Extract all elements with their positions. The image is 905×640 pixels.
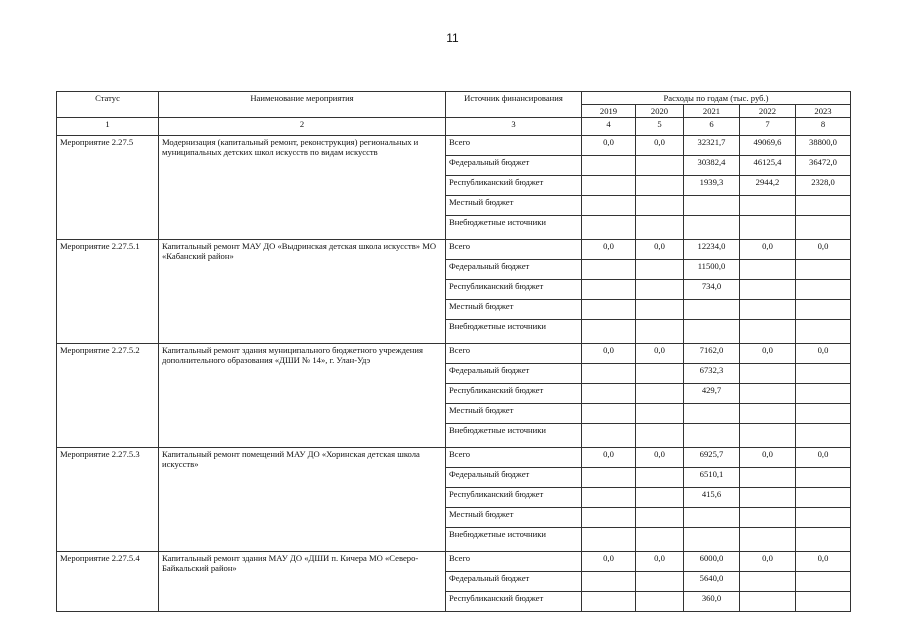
expense-value: 2944,2 xyxy=(740,176,796,196)
funding-source: Внебюджетные источники xyxy=(446,528,582,552)
expense-value xyxy=(740,280,796,300)
expense-value xyxy=(636,364,684,384)
expense-value xyxy=(636,300,684,320)
measure-status: Мероприятие 2.27.5.3 xyxy=(57,448,159,552)
expense-value xyxy=(636,280,684,300)
page-number: 11 xyxy=(446,31,459,45)
expense-value: 46125,4 xyxy=(740,156,796,176)
funding-source: Федеральный бюджет xyxy=(446,468,582,488)
year-header: 2019 xyxy=(582,105,636,118)
expense-value xyxy=(636,592,684,612)
expense-value xyxy=(636,468,684,488)
expense-value xyxy=(636,176,684,196)
expense-value xyxy=(796,508,851,528)
expense-value xyxy=(582,300,636,320)
expense-value xyxy=(684,300,740,320)
expense-value: 429,7 xyxy=(684,384,740,404)
funding-source: Местный бюджет xyxy=(446,300,582,320)
table-row xyxy=(57,136,851,156)
expense-value: 0,0 xyxy=(582,344,636,364)
expense-value xyxy=(582,156,636,176)
expense-value xyxy=(684,196,740,216)
funding-source: Всего xyxy=(446,552,582,572)
expense-value xyxy=(636,320,684,344)
expense-value xyxy=(684,320,740,344)
expense-value xyxy=(796,404,851,424)
expense-value xyxy=(740,468,796,488)
expense-value xyxy=(740,300,796,320)
measure-name: Капитальный ремонт здания муниципального бюджетного учреждения дополнительного образования «ДШИ № 14», г. Улан-Удэ xyxy=(159,344,446,448)
funding-source: Республиканский бюджет xyxy=(446,488,582,508)
expense-value: 0,0 xyxy=(740,344,796,364)
table-row xyxy=(57,344,851,364)
column-number: 2 xyxy=(159,118,446,136)
expense-value xyxy=(636,528,684,552)
expense-value: 0,0 xyxy=(740,240,796,260)
expenses-header: Расходы по годам (тыс. руб.) xyxy=(582,92,851,105)
column-number: 8 xyxy=(796,118,851,136)
expense-value xyxy=(740,592,796,612)
expense-value xyxy=(684,404,740,424)
expense-value xyxy=(740,216,796,240)
expense-value: 0,0 xyxy=(796,240,851,260)
expense-value xyxy=(582,320,636,344)
column-number: 3 xyxy=(446,118,582,136)
expense-value xyxy=(636,216,684,240)
expense-value xyxy=(582,572,636,592)
expense-value xyxy=(684,528,740,552)
expense-value xyxy=(582,424,636,448)
expense-value: 0,0 xyxy=(796,448,851,468)
funding-source: Внебюджетные источники xyxy=(446,216,582,240)
expense-value xyxy=(582,216,636,240)
expense-value: 11500,0 xyxy=(684,260,740,280)
expense-value: 0,0 xyxy=(636,136,684,156)
expense-value: 30382,4 xyxy=(684,156,740,176)
expense-value xyxy=(582,176,636,196)
expense-value xyxy=(636,384,684,404)
expense-value: 12234,0 xyxy=(684,240,740,260)
funding-source: Местный бюджет xyxy=(446,196,582,216)
year-header: 2022 xyxy=(740,105,796,118)
measure-name: Капитальный ремонт МАУ ДО «Выдринская детская школа искусств» МО «Кабанский район» xyxy=(159,240,446,344)
expense-value xyxy=(796,572,851,592)
expense-value xyxy=(684,508,740,528)
expense-value xyxy=(740,488,796,508)
measure-name: Модернизация (капитальный ремонт, реконструкция) региональных и муниципальных детских школ искусств по видам искусств xyxy=(159,136,446,240)
funding-source: Внебюджетные источники xyxy=(446,424,582,448)
expense-value: 38800,0 xyxy=(796,136,851,156)
expense-value: 0,0 xyxy=(796,344,851,364)
funding-source: Всего xyxy=(446,448,582,468)
funding-source: Федеральный бюджет xyxy=(446,260,582,280)
expense-value xyxy=(582,488,636,508)
expense-value xyxy=(796,424,851,448)
funding-source: Республиканский бюджет xyxy=(446,384,582,404)
expense-value xyxy=(796,320,851,344)
expense-value xyxy=(740,572,796,592)
source-header: Источник финансирования xyxy=(446,92,582,118)
funding-source: Республиканский бюджет xyxy=(446,280,582,300)
expense-value xyxy=(796,364,851,384)
expense-value xyxy=(582,196,636,216)
expense-value: 0,0 xyxy=(582,136,636,156)
expense-value: 32321,7 xyxy=(684,136,740,156)
table-row xyxy=(57,240,851,260)
column-number: 4 xyxy=(582,118,636,136)
column-number: 5 xyxy=(636,118,684,136)
expense-value xyxy=(582,468,636,488)
table-row xyxy=(57,552,851,572)
funding-source: Внебюджетные источники xyxy=(446,320,582,344)
budget-table xyxy=(56,91,851,612)
year-header: 2020 xyxy=(636,105,684,118)
expense-value: 734,0 xyxy=(684,280,740,300)
expense-value: 6925,7 xyxy=(684,448,740,468)
expense-value xyxy=(582,508,636,528)
expense-value xyxy=(582,364,636,384)
expense-value: 1939,3 xyxy=(684,176,740,196)
expense-value xyxy=(740,508,796,528)
year-header: 2021 xyxy=(684,105,740,118)
expense-value xyxy=(582,592,636,612)
expense-value: 49069,6 xyxy=(740,136,796,156)
expense-value: 5640,0 xyxy=(684,572,740,592)
expense-value xyxy=(636,424,684,448)
status-header: Статус xyxy=(57,92,159,118)
funding-source: Федеральный бюджет xyxy=(446,572,582,592)
measure-name: Капитальный ремонт помещений МАУ ДО «Хоринская детская школа искусств» xyxy=(159,448,446,552)
expense-value: 0,0 xyxy=(636,552,684,572)
expense-value xyxy=(796,260,851,280)
expense-value: 7162,0 xyxy=(684,344,740,364)
funding-source: Республиканский бюджет xyxy=(446,176,582,196)
measure-status: Мероприятие 2.27.5.2 xyxy=(57,344,159,448)
expense-value xyxy=(636,404,684,424)
expense-value: 415,6 xyxy=(684,488,740,508)
table-row xyxy=(57,448,851,468)
expense-value: 0,0 xyxy=(636,448,684,468)
expense-value xyxy=(796,300,851,320)
expense-value xyxy=(636,572,684,592)
expense-value xyxy=(636,260,684,280)
measure-status: Мероприятие 2.27.5.4 xyxy=(57,552,159,612)
expense-value xyxy=(636,156,684,176)
expense-value xyxy=(582,384,636,404)
name-header: Наименование мероприятия xyxy=(159,92,446,118)
expense-value xyxy=(796,488,851,508)
expense-value xyxy=(740,528,796,552)
funding-source: Всего xyxy=(446,240,582,260)
expense-value: 0,0 xyxy=(582,552,636,572)
expense-value: 0,0 xyxy=(636,240,684,260)
expense-value xyxy=(582,260,636,280)
expense-value xyxy=(740,404,796,424)
expense-value xyxy=(740,260,796,280)
expense-value xyxy=(636,196,684,216)
expense-value xyxy=(582,528,636,552)
expense-value xyxy=(796,196,851,216)
expense-value xyxy=(740,364,796,384)
column-number: 6 xyxy=(684,118,740,136)
expense-value: 0,0 xyxy=(636,344,684,364)
expense-value: 360,0 xyxy=(684,592,740,612)
expense-value xyxy=(796,280,851,300)
expense-value xyxy=(740,384,796,404)
funding-source: Федеральный бюджет xyxy=(446,364,582,384)
expense-value: 6732,3 xyxy=(684,364,740,384)
expense-value xyxy=(796,468,851,488)
funding-source: Местный бюджет xyxy=(446,508,582,528)
expense-value xyxy=(796,384,851,404)
expense-value: 0,0 xyxy=(740,552,796,572)
expense-value xyxy=(796,528,851,552)
expense-value xyxy=(796,216,851,240)
expense-value xyxy=(636,508,684,528)
expense-value xyxy=(684,216,740,240)
expense-value xyxy=(684,424,740,448)
measure-name: Капитальный ремонт здания МАУ ДО «ДШИ п. Кичера МО «Северо-Байкальский район» xyxy=(159,552,446,612)
expense-value: 2328,0 xyxy=(796,176,851,196)
expense-value: 0,0 xyxy=(582,240,636,260)
expense-value: 36472,0 xyxy=(796,156,851,176)
measure-status: Мероприятие 2.27.5.1 xyxy=(57,240,159,344)
measure-status: Мероприятие 2.27.5 xyxy=(57,136,159,240)
year-header: 2023 xyxy=(796,105,851,118)
funding-source: Местный бюджет xyxy=(446,404,582,424)
expense-value xyxy=(796,592,851,612)
expense-value: 6510,1 xyxy=(684,468,740,488)
expense-value: 0,0 xyxy=(582,448,636,468)
expense-value xyxy=(740,320,796,344)
expense-value: 0,0 xyxy=(796,552,851,572)
column-number: 1 xyxy=(57,118,159,136)
expense-value xyxy=(740,424,796,448)
expense-value xyxy=(636,488,684,508)
table-body xyxy=(57,136,851,612)
expense-value xyxy=(582,280,636,300)
funding-source: Всего xyxy=(446,344,582,364)
expense-value xyxy=(740,196,796,216)
column-number: 7 xyxy=(740,118,796,136)
funding-source: Федеральный бюджет xyxy=(446,156,582,176)
expense-value: 6000,0 xyxy=(684,552,740,572)
funding-source: Всего xyxy=(446,136,582,156)
funding-source: Республиканский бюджет xyxy=(446,592,582,612)
expense-value xyxy=(582,404,636,424)
expense-value: 0,0 xyxy=(740,448,796,468)
